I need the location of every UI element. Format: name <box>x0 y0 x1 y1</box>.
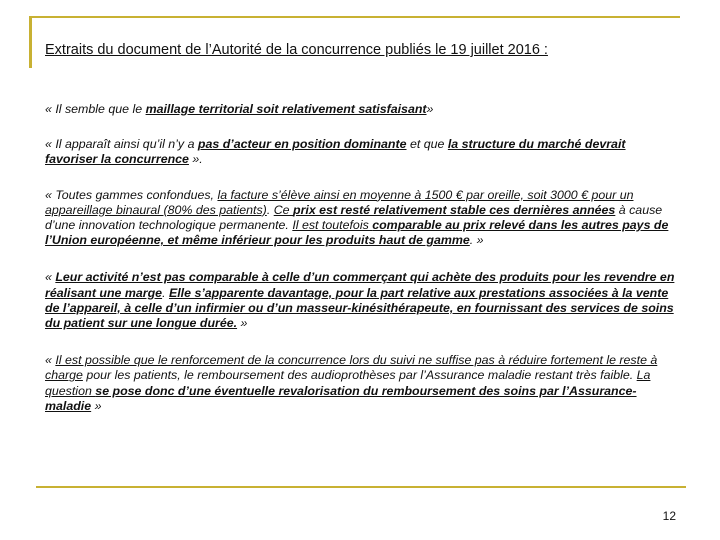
top-rule <box>29 16 680 18</box>
quote-paragraph-4 <box>45 270 677 331</box>
quote-emphasis: comparable au prix relevé dans les autres pays de l’Union européenne, et même inférieur pour les produits haut de gamme <box>45 218 669 248</box>
quote-underlined: La question <box>45 368 651 398</box>
quote-underlined: Il est toutefois <box>292 218 373 233</box>
left-rule <box>29 16 32 68</box>
quote-text: « Il apparaît ainsi qu’il n’y a <box>45 137 198 152</box>
quote-text: « <box>45 270 56 285</box>
quote-text: » <box>426 102 434 116</box>
quote-underlined: Il est possible que le renforcement de la concurrence lors du suivi ne suffise pas à réduire fortement le reste à charge <box>45 353 658 383</box>
page-number: 12 <box>662 509 676 523</box>
quote-text: . <box>266 202 274 217</box>
quote-emphasis: la structure du marché devrait favoriser la concurrence <box>45 137 626 167</box>
page-title: Extraits du document de l’Autorité de la concurrence publiés le 19 juillet 2016 : <box>45 42 548 58</box>
quote-text: pour les patients, le remboursement des audioprothèses par l’Assurance maladie restant très faible. <box>82 368 637 383</box>
quote-paragraph-3 <box>45 188 677 249</box>
quote-text: et que <box>406 137 448 152</box>
quote-emphasis: pas d’acteur en position dominante <box>197 137 407 152</box>
quote-emphasis: se pose donc d’une éventuelle revalorisation du remboursement des soins par l’Assurance-maladie <box>45 383 637 413</box>
quote-emphasis: maillage territorial soit relativement satisfaisant <box>145 102 427 116</box>
quote-emphasis: prix est resté relativement stable ces dernières années <box>293 202 616 217</box>
quote-text: » <box>237 316 248 331</box>
quote-text: . <box>162 285 169 300</box>
quote-text: à cause d’une innovation technologique permanente. <box>45 202 663 233</box>
quote-text: » <box>91 398 102 413</box>
quote-text: « <box>45 353 56 368</box>
quote-underlined: la facture s’élève ainsi en moyenne à 1500 € par oreille, soit 3000 € pour un appareillage binaural (80% des patients) <box>45 187 634 217</box>
quote-paragraph-5 <box>45 353 677 414</box>
quote-underlined: Ce <box>273 202 293 217</box>
quotes-body <box>45 102 677 436</box>
quote-text: « Toutes gammes confondues, <box>45 187 218 202</box>
quote-text: ». <box>188 152 203 167</box>
quote-emphasis: Leur activité n’est pas comparable à celle d’un commerçant qui achète des produits pour les revendre en réalisant une marge <box>45 270 675 300</box>
quote-emphasis: Elle s’apparente davantage, pour la part relative aux prestations associées à la vente de l’appareil, à celle d’un infirmier ou d’un masseur-kinésithérapeute, en fournissant des services de soins du patient sur une longue durée. <box>45 285 674 331</box>
quote-paragraph-2 <box>45 137 677 167</box>
quote-text: . » <box>469 233 484 248</box>
quote-paragraph-1 <box>45 102 677 117</box>
bottom-rule <box>36 486 686 488</box>
quote-text: « Il semble que le <box>45 102 146 116</box>
